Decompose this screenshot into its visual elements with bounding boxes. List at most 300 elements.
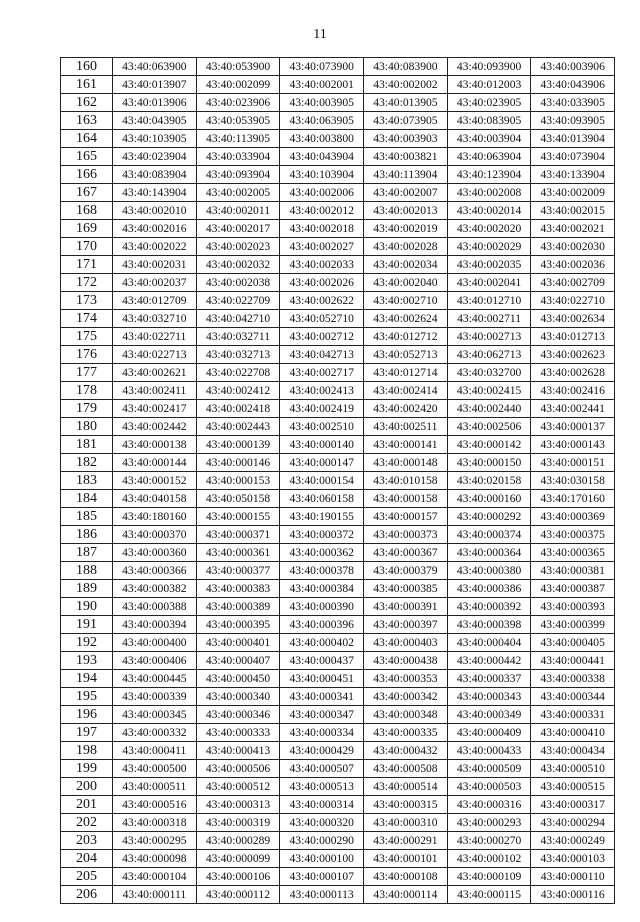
cadastral-number-cell: 43:40:000385: [364, 580, 448, 598]
table-row: [61, 310, 615, 328]
cadastral-number-cell: 43:40:002713: [447, 328, 531, 346]
cadastral-number-cell: 43:40:103905: [113, 130, 197, 148]
cadastral-number-cell: 43:40:000433: [447, 742, 531, 760]
cadastral-number-cell: 43:40:002099: [196, 76, 280, 94]
cadastral-number-cell: 43:40:000154: [280, 472, 364, 490]
cadastral-number-cell: 43:40:032713: [196, 346, 280, 364]
cadastral-number-cell: 43:40:002014: [447, 202, 531, 220]
cadastral-number-cell: 43:40:052710: [280, 310, 364, 328]
cadastral-number-cell: 43:40:062713: [447, 346, 531, 364]
cadastral-number-cell: 43:40:000413: [196, 742, 280, 760]
cadastral-number-cell: 43:40:002418: [196, 400, 280, 418]
cadastral-number-cell: 43:40:002442: [113, 418, 197, 436]
cadastral-number-cell: 43:40:000512: [196, 778, 280, 796]
cadastral-number-cell: 43:40:000510: [531, 760, 615, 778]
cadastral-number-cell: 43:40:000383: [196, 580, 280, 598]
cadastral-number-cell: 43:40:002041: [447, 274, 531, 292]
cadastral-number-cell: 43:40:000382: [113, 580, 197, 598]
cadastral-number-cell: 43:40:003904: [447, 130, 531, 148]
cadastral-number-cell: 43:40:032710: [113, 310, 197, 328]
row-number: 175: [61, 328, 113, 346]
cadastral-number-cell: 43:40:022708: [196, 364, 280, 382]
cadastral-number-cell: 43:40:002414: [364, 382, 448, 400]
cadastral-number-cell: 43:40:002021: [531, 220, 615, 238]
table-row: [61, 364, 615, 382]
cadastral-number-cell: 43:40:000295: [113, 832, 197, 850]
table-row: [61, 328, 615, 346]
cadastral-number-cell: 43:40:000289: [196, 832, 280, 850]
cadastral-number-cell: 43:40:000141: [364, 436, 448, 454]
cadastral-number-cell: 43:40:000438: [364, 652, 448, 670]
cadastral-number-cell: 43:40:000152: [113, 472, 197, 490]
cadastral-number-cell: 43:40:002036: [531, 256, 615, 274]
cadastral-number-cell: 43:40:000111: [113, 886, 197, 904]
cadastral-number-cell: 43:40:002623: [531, 346, 615, 364]
cadastral-number-cell: 43:40:000367: [364, 544, 448, 562]
cadastral-number-cell: 43:40:000342: [364, 688, 448, 706]
row-number: 168: [61, 202, 113, 220]
cadastral-number-cell: 43:40:002007: [364, 184, 448, 202]
cadastral-number-cell: 43:40:000343: [447, 688, 531, 706]
row-number: 176: [61, 346, 113, 364]
cadastral-number-cell: 43:40:000379: [364, 562, 448, 580]
table-row: [61, 382, 615, 400]
cadastral-number-cell: 43:40:022710: [531, 292, 615, 310]
cadastral-number-cell: 43:40:012714: [364, 364, 448, 382]
cadastral-number-cell: 43:40:000514: [364, 778, 448, 796]
cadastral-number-cell: 43:40:023904: [113, 148, 197, 166]
cadastral-number-cell: 43:40:000429: [280, 742, 364, 760]
cadastral-number-cell: 43:40:040158: [113, 490, 197, 508]
cadastral-number-cell: 43:40:002037: [113, 274, 197, 292]
cadastral-number-cell: 43:40:002622: [280, 292, 364, 310]
cadastral-number-cell: 43:40:000507: [280, 760, 364, 778]
row-number: 174: [61, 310, 113, 328]
table-row: [61, 814, 615, 832]
table-row: [61, 598, 615, 616]
table-row: [61, 724, 615, 742]
cadastral-number-cell: 43:40:000333: [196, 724, 280, 742]
cadastral-number-cell: 43:40:000506: [196, 760, 280, 778]
table-row: [61, 148, 615, 166]
cadastral-number-cell: 43:40:000399: [531, 616, 615, 634]
cadastral-number-cell: 43:40:000101: [364, 850, 448, 868]
cadastral-number-cell: 43:40:002029: [447, 238, 531, 256]
cadastral-number-cell: 43:40:000396: [280, 616, 364, 634]
cadastral-number-cell: 43:40:002030: [531, 238, 615, 256]
cadastral-number-cell: 43:40:000410: [531, 724, 615, 742]
cadastral-number-cell: 43:40:000140: [280, 436, 364, 454]
row-number: 185: [61, 508, 113, 526]
cadastral-number-cell: 43:40:000318: [113, 814, 197, 832]
cadastral-number-cell: 43:40:000405: [531, 634, 615, 652]
cadastral-number-cell: 43:40:000392: [447, 598, 531, 616]
cadastral-number-cell: 43:40:000402: [280, 634, 364, 652]
cadastral-number-cell: 43:40:002012: [280, 202, 364, 220]
table-row: [61, 202, 615, 220]
table-row: [61, 220, 615, 238]
cadastral-number-cell: 43:40:133904: [531, 166, 615, 184]
cadastral-number-cell: 43:40:000341: [280, 688, 364, 706]
cadastral-number-cell: 43:40:000114: [364, 886, 448, 904]
cadastral-number-cell: 43:40:093900: [447, 58, 531, 76]
cadastral-number-cell: 43:40:000366: [113, 562, 197, 580]
cadastral-number-cell: 43:40:002628: [531, 364, 615, 382]
cadastral-number-cell: 43:40:013904: [531, 130, 615, 148]
cadastral-number-cell: 43:40:083900: [364, 58, 448, 76]
cadastral-number-cell: 43:40:043906: [531, 76, 615, 94]
cadastral-number-cell: 43:40:000393: [531, 598, 615, 616]
row-number: 191: [61, 616, 113, 634]
cadastral-number-cell: 43:40:010158: [364, 472, 448, 490]
cadastral-number-cell: 43:40:000146: [196, 454, 280, 472]
cadastral-number-cell: 43:40:002411: [113, 382, 197, 400]
cadastral-number-cell: 43:40:023906: [196, 94, 280, 112]
cadastral-number-cell: 43:40:000375: [531, 526, 615, 544]
cadastral-number-cell: 43:40:002415: [447, 382, 531, 400]
cadastral-number-cell: 43:40:002717: [280, 364, 364, 382]
cadastral-number-cell: 43:40:000316: [447, 796, 531, 814]
row-number: 177: [61, 364, 113, 382]
cadastral-number-cell: 43:40:000395: [196, 616, 280, 634]
table-row: [61, 508, 615, 526]
cadastral-number-cell: 43:40:032700: [447, 364, 531, 382]
cadastral-number-cell: 43:40:000346: [196, 706, 280, 724]
row-number: 178: [61, 382, 113, 400]
cadastral-number-cell: 43:40:000319: [196, 814, 280, 832]
cadastral-number-cell: 43:40:020158: [447, 472, 531, 490]
cadastral-number-cell: 43:40:000160: [447, 490, 531, 508]
cadastral-number-cell: 43:40:073900: [280, 58, 364, 76]
cadastral-number-cell: 43:40:000361: [196, 544, 280, 562]
cadastral-number-cell: 43:40:023905: [447, 94, 531, 112]
cadastral-number-cell: 43:40:002010: [113, 202, 197, 220]
table-row: [61, 544, 615, 562]
cadastral-number-cell: 43:40:003905: [280, 94, 364, 112]
cadastral-number-cell: 43:40:053905: [196, 112, 280, 130]
row-number: 202: [61, 814, 113, 832]
cadastral-number-cell: 43:40:002005: [196, 184, 280, 202]
cadastral-number-cell: 43:40:000340: [196, 688, 280, 706]
cadastral-number-cell: 43:40:002017: [196, 220, 280, 238]
cadastral-number-cell: 43:40:000397: [364, 616, 448, 634]
row-number: 162: [61, 94, 113, 112]
cadastral-number-cell: 43:40:000310: [364, 814, 448, 832]
cadastral-number-cell: 43:40:002511: [364, 418, 448, 436]
cadastral-number-cell: 43:40:000378: [280, 562, 364, 580]
cadastral-number-cell: 43:40:083905: [447, 112, 531, 130]
cadastral-number-cell: 43:40:000445: [113, 670, 197, 688]
table-row: [61, 832, 615, 850]
cadastral-number-cell: 43:40:013907: [113, 76, 197, 94]
cadastral-number-cell: 43:40:002711: [447, 310, 531, 328]
table-body: [61, 58, 615, 904]
row-number: 163: [61, 112, 113, 130]
cadastral-number-cell: 43:40:000391: [364, 598, 448, 616]
cadastral-number-cell: 43:40:000434: [531, 742, 615, 760]
table-row: [61, 760, 615, 778]
cadastral-number-cell: 43:40:000151: [531, 454, 615, 472]
table-row: [61, 112, 615, 130]
cadastral-number-cell: 43:40:000157: [364, 508, 448, 526]
row-number: 203: [61, 832, 113, 850]
cadastral-number-cell: 43:40:003821: [364, 148, 448, 166]
cadastral-number-cell: 43:40:002710: [364, 292, 448, 310]
cadastral-number-cell: 43:40:003906: [531, 58, 615, 76]
cadastral-number-cell: 43:40:002019: [364, 220, 448, 238]
row-number: 180: [61, 418, 113, 436]
row-number: 181: [61, 436, 113, 454]
cadastral-number-cell: 43:40:000270: [447, 832, 531, 850]
cadastral-number-cell: 43:40:113904: [364, 166, 448, 184]
cadastral-number-cell: 43:40:083904: [113, 166, 197, 184]
table-row: [61, 238, 615, 256]
cadastral-number-cell: 43:40:000099: [196, 850, 280, 868]
table-row: [61, 634, 615, 652]
cadastral-number-cell: 43:40:002031: [113, 256, 197, 274]
row-number: 164: [61, 130, 113, 148]
cadastral-number-cell: 43:40:000313: [196, 796, 280, 814]
cadastral-number-cell: 43:40:002634: [531, 310, 615, 328]
table-row: [61, 346, 615, 364]
table-row: [61, 850, 615, 868]
cadastral-number-cell: 43:40:000137: [531, 418, 615, 436]
cadastral-number-cell: 43:40:000441: [531, 652, 615, 670]
cadastral-number-cell: 43:40:000292: [447, 508, 531, 526]
cadastral-number-cell: 43:40:000143: [531, 436, 615, 454]
cadastral-number-cell: 43:40:000409: [447, 724, 531, 742]
cadastral-number-cell: 43:40:002002: [364, 76, 448, 94]
cadastral-number-cell: 43:40:000337: [447, 670, 531, 688]
cadastral-number-cell: 43:40:002013: [364, 202, 448, 220]
cadastral-number-cell: 43:40:000389: [196, 598, 280, 616]
cadastral-number-cell: 43:40:000109: [447, 868, 531, 886]
cadastral-number-cell: 43:40:180160: [113, 508, 197, 526]
cadastral-number-cell: 43:40:000371: [196, 526, 280, 544]
table-row: [61, 292, 615, 310]
cadastral-number-cell: 43:40:000373: [364, 526, 448, 544]
cadastral-number-cell: 43:40:000451: [280, 670, 364, 688]
cadastral-number-cell: 43:40:000500: [113, 760, 197, 778]
cadastral-number-cell: 43:40:012709: [113, 292, 197, 310]
cadastral-number-cell: 43:40:000365: [531, 544, 615, 562]
cadastral-number-cell: 43:40:000509: [447, 760, 531, 778]
cadastral-number-cell: 43:40:000104: [113, 868, 197, 886]
cadastral-number-cell: 43:40:053900: [196, 58, 280, 76]
row-number: 199: [61, 760, 113, 778]
cadastral-number-cell: 43:40:123904: [447, 166, 531, 184]
row-number: 186: [61, 526, 113, 544]
cadastral-number-cell: 43:40:050158: [196, 490, 280, 508]
table-row: [61, 652, 615, 670]
cadastral-number-cell: 43:40:002033: [280, 256, 364, 274]
row-number: 188: [61, 562, 113, 580]
table-row: [61, 886, 615, 904]
table-row: [61, 166, 615, 184]
cadastral-number-cell: 43:40:103904: [280, 166, 364, 184]
cadastral-number-cell: 43:40:000153: [196, 472, 280, 490]
cadastral-number-cell: 43:40:000406: [113, 652, 197, 670]
cadastral-number-cell: 43:40:000380: [447, 562, 531, 580]
cadastral-number-cell: 43:40:000249: [531, 832, 615, 850]
table-row: [61, 742, 615, 760]
cadastral-number-cell: 43:40:000294: [531, 814, 615, 832]
cadastral-number-cell: 43:40:002027: [280, 238, 364, 256]
cadastral-number-cell: 43:40:000372: [280, 526, 364, 544]
cadastral-number-cell: 43:40:000138: [113, 436, 197, 454]
cadastral-number-cell: 43:40:032711: [196, 328, 280, 346]
cadastral-number-cell: 43:40:002018: [280, 220, 364, 238]
cadastral-number-cell: 43:40:000155: [196, 508, 280, 526]
cadastral-number-cell: 43:40:000320: [280, 814, 364, 832]
cadastral-number-cell: 43:40:000332: [113, 724, 197, 742]
table-row: [61, 58, 615, 76]
row-number: 198: [61, 742, 113, 760]
row-number: 205: [61, 868, 113, 886]
cadastral-number-cell: 43:40:002035: [447, 256, 531, 274]
cadastral-number-cell: 43:40:073905: [364, 112, 448, 130]
cadastral-number-cell: 43:40:000102: [447, 850, 531, 868]
row-number: 170: [61, 238, 113, 256]
cadastral-number-cell: 43:40:022709: [196, 292, 280, 310]
cadastral-number-cell: 43:40:000508: [364, 760, 448, 778]
cadastral-number-cell: 43:40:000344: [531, 688, 615, 706]
cadastral-number-cell: 43:40:143904: [113, 184, 197, 202]
cadastral-number-cell: 43:40:000515: [531, 778, 615, 796]
cadastral-number-cell: 43:40:013906: [113, 94, 197, 112]
cadastral-number-cell: 43:40:000369: [531, 508, 615, 526]
row-number: 172: [61, 274, 113, 292]
cadastral-number-cell: 43:40:000139: [196, 436, 280, 454]
cadastral-number-cell: 43:40:000103: [531, 850, 615, 868]
cadastral-number-cell: 43:40:002419: [280, 400, 364, 418]
cadastral-number-cell: 43:40:012712: [364, 328, 448, 346]
table-row: [61, 274, 615, 292]
cadastral-number-cell: 43:40:002032: [196, 256, 280, 274]
table-row: [61, 616, 615, 634]
cadastral-number-cell: 43:40:000362: [280, 544, 364, 562]
cadastral-number-cell: 43:40:000144: [113, 454, 197, 472]
row-number: 189: [61, 580, 113, 598]
table-row: [61, 580, 615, 598]
row-number: 204: [61, 850, 113, 868]
cadastral-number-cell: 43:40:002009: [531, 184, 615, 202]
row-number: 183: [61, 472, 113, 490]
row-number: 179: [61, 400, 113, 418]
cadastral-number-cell: 43:40:000291: [364, 832, 448, 850]
cadastral-number-cell: 43:40:000404: [447, 634, 531, 652]
cadastral-number-cell: 43:40:000098: [113, 850, 197, 868]
cadastral-number-cell: 43:40:002040: [364, 274, 448, 292]
cadastral-number-cell: 43:40:170160: [531, 490, 615, 508]
cadastral-number-cell: 43:40:000503: [447, 778, 531, 796]
row-number: 190: [61, 598, 113, 616]
cadastral-number-cell: 43:40:002412: [196, 382, 280, 400]
cadastral-number-cell: 43:40:002016: [113, 220, 197, 238]
cadastral-number-cell: 43:40:002417: [113, 400, 197, 418]
cadastral-number-cell: 43:40:000348: [364, 706, 448, 724]
table-row: [61, 454, 615, 472]
row-number: 194: [61, 670, 113, 688]
cadastral-number-cell: 43:40:000147: [280, 454, 364, 472]
cadastral-number-cell: 43:40:002441: [531, 400, 615, 418]
cadastral-number-cell: 43:40:013905: [364, 94, 448, 112]
cadastral-number-cell: 43:40:000110: [531, 868, 615, 886]
cadastral-number-cell: 43:40:030158: [531, 472, 615, 490]
cadastral-number-cell: 43:40:000317: [531, 796, 615, 814]
cadastral-number-cell: 43:40:093905: [531, 112, 615, 130]
cadastral-number-cell: 43:40:022711: [113, 328, 197, 346]
cadastral-number-cell: 43:40:033905: [531, 94, 615, 112]
cadastral-number-cell: 43:40:002420: [364, 400, 448, 418]
row-number: 193: [61, 652, 113, 670]
cadastral-number-cell: 43:40:000374: [447, 526, 531, 544]
cadastral-number-cell: 43:40:043905: [113, 112, 197, 130]
cadastral-number-cell: 43:40:000116: [531, 886, 615, 904]
cadastral-number-cell: 43:40:063900: [113, 58, 197, 76]
row-number: 165: [61, 148, 113, 166]
row-number: 171: [61, 256, 113, 274]
cadastral-number-cell: 43:40:000108: [364, 868, 448, 886]
cadastral-number-cell: 43:40:002008: [447, 184, 531, 202]
cadastral-number-cell: 43:40:003903: [364, 130, 448, 148]
table-row: [61, 76, 615, 94]
cadastral-number-cell: 43:40:002413: [280, 382, 364, 400]
table-row: [61, 670, 615, 688]
cadastral-number-cell: 43:40:000158: [364, 490, 448, 508]
cadastral-number-cell: 43:40:000513: [280, 778, 364, 796]
table-row: [61, 526, 615, 544]
cadastral-number-cell: 43:40:002709: [531, 274, 615, 292]
row-number: 173: [61, 292, 113, 310]
cadastral-number-cell: 43:40:000353: [364, 670, 448, 688]
cadastral-number-cell: 43:40:002624: [364, 310, 448, 328]
row-number: 160: [61, 58, 113, 76]
cadastral-number-cell: 43:40:000384: [280, 580, 364, 598]
cadastral-number-cell: 43:40:000432: [364, 742, 448, 760]
cadastral-number-cell: 43:40:002621: [113, 364, 197, 382]
cadastral-number-cell: 43:40:000390: [280, 598, 364, 616]
cadastral-number-cell: 43:40:000398: [447, 616, 531, 634]
row-number: 206: [61, 886, 113, 904]
cadastral-number-cell: 43:40:000100: [280, 850, 364, 868]
cadastral-number-cell: 43:40:002020: [447, 220, 531, 238]
cadastral-number-cell: 43:40:000314: [280, 796, 364, 814]
cadastral-number-cell: 43:40:002023: [196, 238, 280, 256]
cadastral-number-cell: 43:40:000388: [113, 598, 197, 616]
cadastral-number-cell: 43:40:002011: [196, 202, 280, 220]
cadastral-number-cell: 43:40:000113: [280, 886, 364, 904]
cadastral-number-cell: 43:40:000411: [113, 742, 197, 760]
cadastral-number-cell: 43:40:000339: [113, 688, 197, 706]
cadastral-number-cell: 43:40:000386: [447, 580, 531, 598]
cadastral-number-cell: 43:40:000338: [531, 670, 615, 688]
cadastral-number-cell: 43:40:002022: [113, 238, 197, 256]
cadastral-number-cell: 43:40:033904: [196, 148, 280, 166]
cadastral-number-cell: 43:40:093904: [196, 166, 280, 184]
cadastral-number-cell: 43:40:002028: [364, 238, 448, 256]
table-row: [61, 184, 615, 202]
cadastral-number-cell: 43:40:000442: [447, 652, 531, 670]
cadastral-number-cell: 43:40:002026: [280, 274, 364, 292]
cadastral-number-cell: 43:40:003800: [280, 130, 364, 148]
cadastral-number-cell: 43:40:002416: [531, 382, 615, 400]
cadastral-number-cell: 43:40:042710: [196, 310, 280, 328]
table-row: [61, 778, 615, 796]
row-number: 195: [61, 688, 113, 706]
cadastral-number-cell: 43:40:000347: [280, 706, 364, 724]
cadastral-number-cell: 43:40:000381: [531, 562, 615, 580]
